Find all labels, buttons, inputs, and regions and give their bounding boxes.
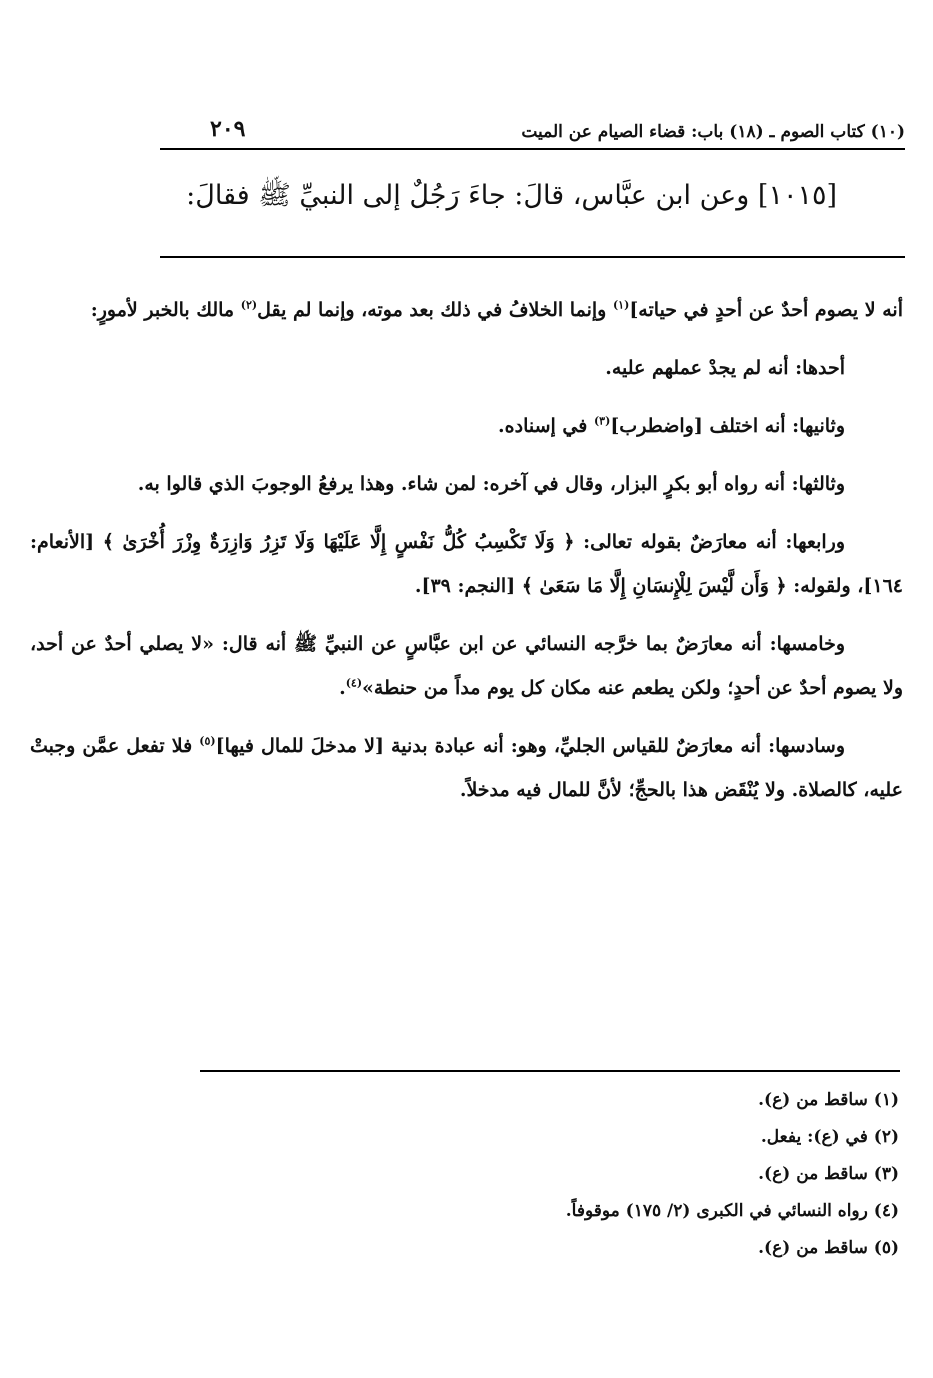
reason-2-text-b: في إسناده. (498, 415, 594, 437)
reason-2-text-a: أنه اختلف [واضطرب] (610, 415, 793, 437)
footnote-4: (٤) رواه النسائي في الكبرى (٢/ ١٧٥) موقوفاً. (565, 1201, 899, 1221)
reason-6-label: وسادسها: (768, 735, 845, 757)
footnote-ref-5[interactable]: (٥) (199, 734, 216, 748)
reason-6 (30, 724, 903, 812)
footnote-ref-1[interactable]: (١) (612, 298, 630, 312)
reason-2-label: وثانيها: (792, 415, 845, 437)
reason-2 (30, 404, 903, 448)
reason-6-text-a: أنه معارَضٌ للقياس الجليِّ، وهو: أنه عبادة بدنية [لا مدخلَ للمال فيها] (215, 735, 769, 757)
reason-3-label: وثالثها: (791, 473, 845, 495)
reason-3-text: أنه رواه أبو بكرٍ البزار، وقال في آخره: لمن شاء. وهذا يرفعُ الوجوبَ الذي قالوا به. (137, 473, 792, 495)
reason-4-text: أنه معارَضٌ بقوله تعالى: ﴿ وَلَا تَكْسِبُ كُلُّ نَفْسٍ إِلَّا عَلَيْهَا وَلَا تَزِرُ وَازِرَةٌ وِزْرَ أُخْرَىٰ ﴾ [الأنعام: ١٦٤]، ولقوله: ﴿ وَأَن لَّيْسَ لِلْإِنسَانِ إِلَّا مَا سَعَىٰ ﴾ [النجم: ٣٩]. (30, 531, 903, 597)
page-header (160, 112, 905, 150)
commentary-body (30, 288, 903, 826)
reason-5-text-a: أنه معارَضٌ بما خرَّجه النسائي عن ابن عبَّاسٍ عن النبيِّ ﷺ أنه قال: «لا يصلي أحدٌ عن أحد، ولا يصوم أحدٌ عن أحدٍ؛ ولكن يطعم عنه مكان كل يوم مداً من حنطة» (30, 633, 903, 699)
running-head: (١٠) كتاب الصوم ـ (١٨) باب: قضاء الصيام عن الميت (521, 122, 905, 142)
reason-6-text-b: فلا تفعل عمَّن وجبتْ عليه، كالصلاة. ولا يُنْقَض هذا بالحجِّ؛ لأنَّ للمال فيه مدخلاً. (30, 735, 903, 801)
reason-5 (30, 622, 903, 710)
reason-5-text-b: . (339, 677, 346, 699)
reason-1-label: أحدها: (795, 357, 845, 379)
intro-text-a: أنه لا يصوم أحدٌ عن أحدٍ في حياته] (629, 299, 903, 321)
intro-text-b: وإنما الخلافُ في ذلك بعد موته، وإنما لم يقل (257, 299, 613, 321)
page-number: ٢٠٩ (210, 116, 246, 142)
hadith-heading: [١٠١٥] وعن ابن عبَّاس، قالَ: جاءَ رَجُلٌ إلى النبيِّ ﷺ فقالَ: (186, 180, 837, 211)
footnote-1: (١) ساقط من (ع). (758, 1090, 899, 1110)
reason-1-text: أنه لم يجدْ عملهم عليه. (605, 357, 796, 379)
footnote-divider (200, 1070, 900, 1072)
footnote-ref-2[interactable]: (٢) (240, 298, 258, 312)
reason-4 (30, 520, 903, 608)
footnote-2: (٢) في (ع): يفعل. (760, 1127, 899, 1147)
footnotes (566, 1082, 899, 1267)
reason-3 (30, 462, 903, 506)
reason-5-label: وخامسها: (769, 633, 845, 655)
reason-1 (30, 346, 903, 390)
intro-paragraph (30, 288, 903, 332)
footnote-ref-3[interactable]: (٣) (593, 414, 611, 428)
hadith-divider (160, 256, 905, 258)
footnote-5: (٥) ساقط من (ع). (758, 1238, 899, 1258)
footnote-3: (٣) ساقط من (ع). (758, 1164, 899, 1184)
footnote-ref-4[interactable]: (٤) (345, 676, 363, 690)
intro-text-c: مالك بالخبر لأمورٍ: (90, 299, 241, 321)
reason-4-label: ورابعها: (785, 531, 845, 553)
